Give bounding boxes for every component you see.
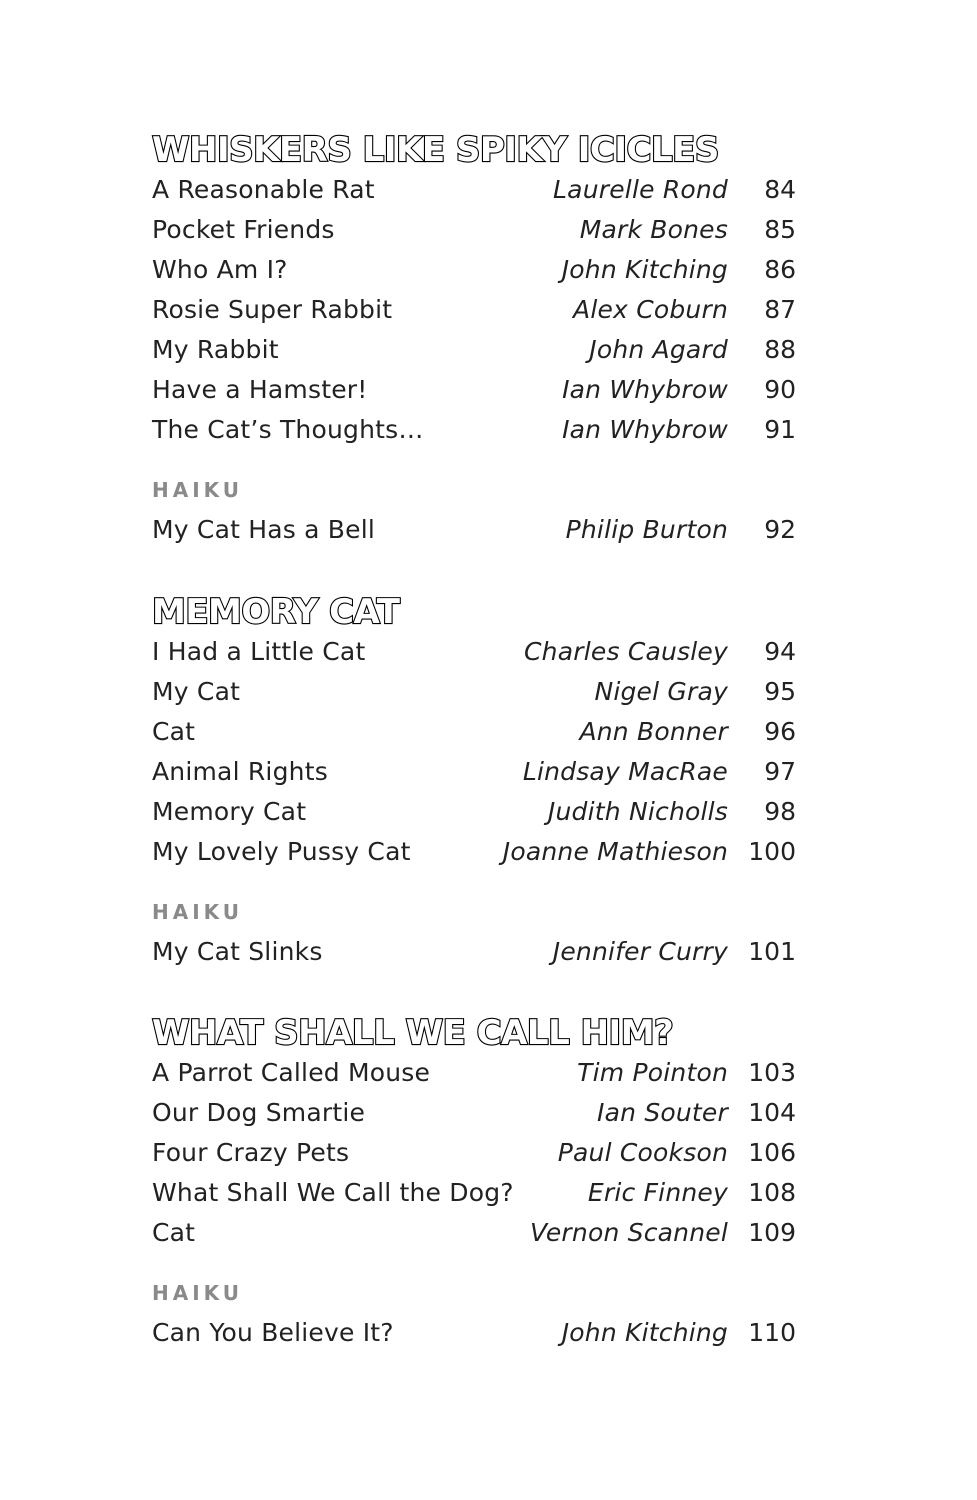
poem-author: Ian Whybrow [562, 375, 728, 404]
poem-author: Ann Bonner [579, 717, 728, 746]
poem-title: Pocket Friends [152, 215, 335, 244]
toc-entry [152, 932, 796, 972]
toc-entry [152, 632, 796, 672]
poem-author: Ian Whybrow [562, 415, 728, 444]
poem-title: Four Crazy Pets [152, 1138, 350, 1167]
section-title: MEMORY CAT [152, 592, 400, 632]
poem-author: Philip Burton [565, 515, 728, 544]
poem-title: My Cat [152, 677, 241, 706]
poem-title: My Cat Has a Bell [152, 515, 376, 544]
poem-author: Tim Pointon [577, 1058, 728, 1087]
page-number: 92 [764, 515, 796, 544]
page-number: 91 [764, 415, 796, 444]
haiku-label: HAIKU [152, 900, 244, 924]
poem-author: Vernon Scannel [530, 1218, 728, 1247]
poem-author: John Kitching [561, 1318, 728, 1347]
toc-entry [152, 1133, 796, 1173]
poem-author: Paul Cookson [557, 1138, 728, 1167]
entry-list [152, 170, 796, 450]
haiku-label: HAIKU [152, 1281, 244, 1305]
toc-entry [152, 170, 796, 210]
section-title: WHAT SHALL WE CALL HIM? [152, 1013, 674, 1053]
page-number: 98 [764, 797, 796, 826]
toc-entry [152, 370, 796, 410]
poem-author: Mark Bones [579, 215, 728, 244]
toc-entry [152, 712, 796, 752]
toc-entry [152, 792, 796, 832]
page-number: 88 [764, 335, 796, 364]
poem-title: What Shall We Call the Dog? [152, 1178, 514, 1207]
page-number: 86 [764, 255, 796, 284]
page-number: 90 [764, 375, 796, 404]
haiku-label: HAIKU [152, 478, 244, 502]
section-memory-cat [152, 592, 796, 972]
toc-entry [152, 330, 796, 370]
page-number: 84 [764, 175, 796, 204]
section-whiskers [152, 130, 796, 550]
poem-title: Cat [152, 717, 196, 746]
page-number: 101 [748, 937, 796, 966]
poem-title: Animal Rights [152, 757, 328, 786]
toc-entry [152, 1213, 796, 1253]
toc-entry [152, 1053, 796, 1093]
poem-title: My Lovely Pussy Cat [152, 837, 411, 866]
toc-entry [152, 752, 796, 792]
page-number: 108 [748, 1178, 796, 1207]
poem-author: John Agard [589, 335, 728, 364]
page-number: 100 [748, 837, 796, 866]
poem-title: Memory Cat [152, 797, 307, 826]
page-number: 94 [764, 637, 796, 666]
poem-title: Can You Believe It? [152, 1318, 394, 1347]
poem-author: Judith Nicholls [547, 797, 728, 826]
section-what-shall-we-call-him [152, 1013, 796, 1353]
page-number: 104 [748, 1098, 796, 1127]
poem-author: Nigel Gray [594, 677, 728, 706]
poem-author: John Kitching [561, 255, 728, 284]
poem-title: I Had a Little Cat [152, 637, 366, 666]
page-number: 95 [764, 677, 796, 706]
poem-title: The Cat’s Thoughts… [152, 415, 424, 444]
toc-entry [152, 1173, 796, 1213]
poem-author: Ian Souter [597, 1098, 728, 1127]
poem-title: Who Am I? [152, 255, 288, 284]
poem-author: Jennifer Curry [552, 937, 728, 966]
poem-author: Joanne Mathieson [502, 837, 728, 866]
page-number: 103 [748, 1058, 796, 1087]
page-number: 85 [764, 215, 796, 244]
page-number: 97 [764, 757, 796, 786]
toc-entry [152, 410, 796, 450]
poem-title: My Rabbit [152, 335, 279, 364]
page-number: 87 [764, 295, 796, 324]
poem-author: Alex Coburn [573, 295, 728, 324]
toc-entry [152, 1313, 796, 1353]
toc-entry [152, 832, 796, 872]
poem-title: Cat [152, 1218, 196, 1247]
entry-list [152, 632, 796, 872]
poem-author: Lindsay MacRae [522, 757, 728, 786]
toc-entry [152, 672, 796, 712]
page-number: 96 [764, 717, 796, 746]
toc-entry [152, 1093, 796, 1133]
toc-entry [152, 510, 796, 550]
poem-title: A Parrot Called Mouse [152, 1058, 431, 1087]
page-number: 109 [748, 1218, 796, 1247]
entry-list [152, 1053, 796, 1253]
poem-author: Charles Causley [524, 637, 728, 666]
page-number: 110 [748, 1318, 796, 1347]
poem-title: Rosie Super Rabbit [152, 295, 393, 324]
page-number: 106 [748, 1138, 796, 1167]
poem-title: A Reasonable Rat [152, 175, 375, 204]
toc-entry [152, 290, 796, 330]
toc-entry [152, 250, 796, 290]
poem-title: Have a Hamster! [152, 375, 368, 404]
poem-title: Our Dog Smartie [152, 1098, 366, 1127]
section-title: WHISKERS LIKE SPIKY ICICLES [152, 130, 719, 170]
poem-author: Laurelle Rond [553, 175, 728, 204]
poem-author: Eric Finney [587, 1178, 728, 1207]
toc-entry [152, 210, 796, 250]
poem-title: My Cat Slinks [152, 937, 323, 966]
